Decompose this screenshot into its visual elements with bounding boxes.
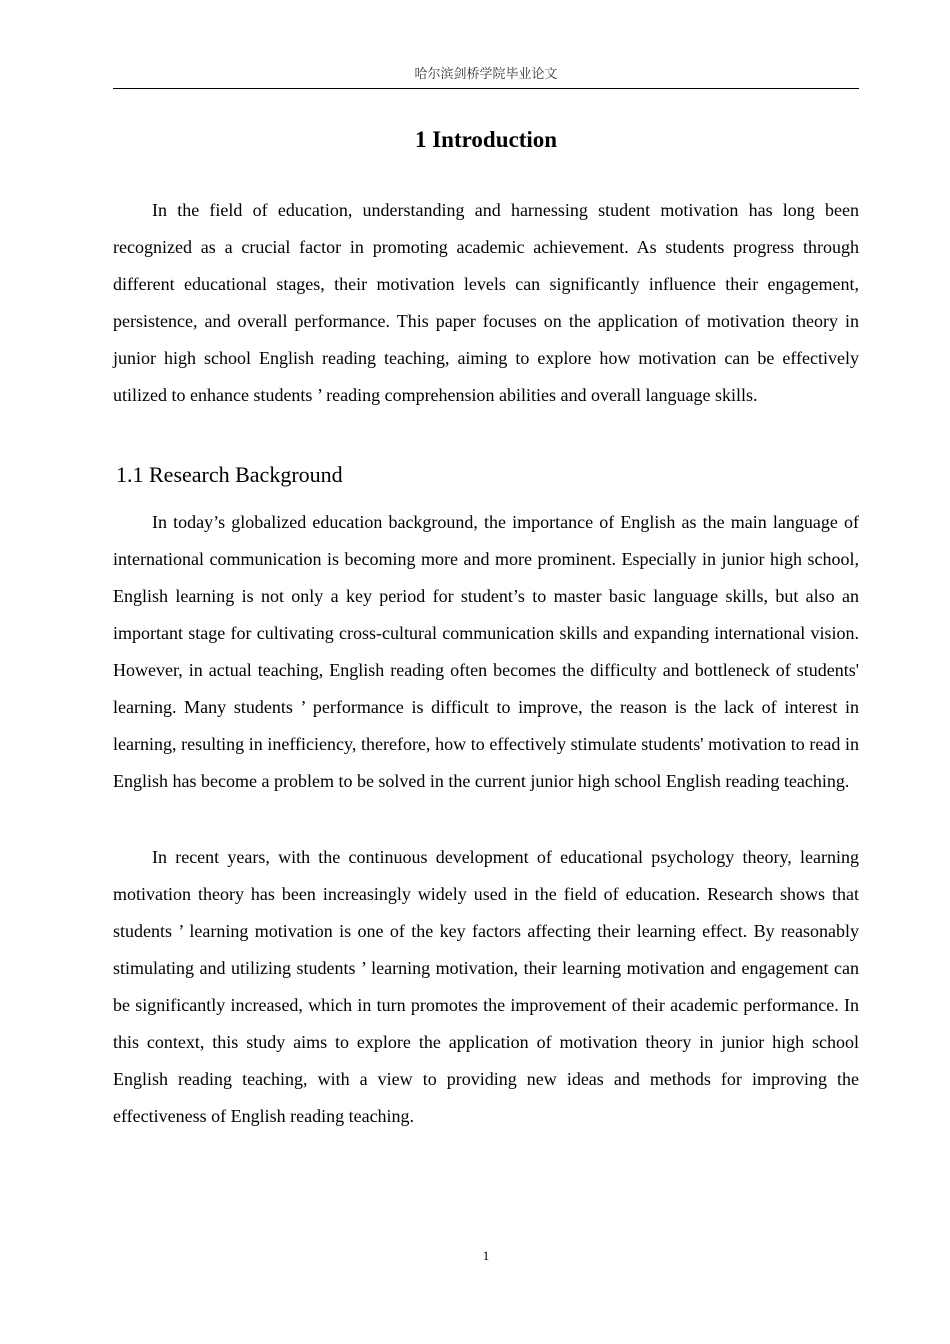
background-paragraph-2: In recent years, with the continuous development of educational psychology theory, learning motivation theory has been increasingly widely used in the field of education. Research shows that students ’ learning motivation is one of the key factors affecting their learning effect. By reasonably stimulating and utilizing students ’ learning motivation, their learning motivation and engagement can be significantly increased, which in turn promotes the improvement of their academic performance. In this context, this study aims to explore the application of motivation theory in junior high school English reading teaching, with a view to providing new ideas and methods for improving the effectiveness of English reading teaching. xyxy=(113,847,859,1126)
chapter-title: 1 Introduction xyxy=(414,127,558,152)
running-header: 哈尔滨剑桥学院毕业论文 xyxy=(414,67,558,82)
intro-paragraph: In the field of education, understanding and harnessing student motivation has long been recognized as a crucial factor in promoting academic achievement. As students progress through different educational stages, their motivation levels can significantly influence their engagement, persistence, and overall performance. This paper focuses on the application of motivation theory in junior high school English reading teaching, aiming to explore how motivation can be effectively utilized to enhance students ’ reading comprehension abilities and overall language skills. xyxy=(113,200,859,405)
section-heading: 1.1 Research Background xyxy=(116,462,343,487)
header-rule xyxy=(113,88,859,89)
background-paragraph-1: In today’s globalized education background, the importance of English as the main language of international communication is becoming more and more prominent. Especially in junior high school, English learning is not only a key period for student’s to master basic language skills, but also an important stage for cultivating cross-cultural communication skills and expanding international vision. However, in actual teaching, English reading often becomes the difficulty and bottleneck of students' learning. Many students ’ performance is difficult to improve, the reason is the lack of interest in learning, resulting in inefficiency, therefore, how to effectively stimulate students' motivation to read in English has become a problem to be solved in the current junior high school English reading teaching. xyxy=(113,512,859,791)
page-number: 1 xyxy=(482,1248,490,1263)
